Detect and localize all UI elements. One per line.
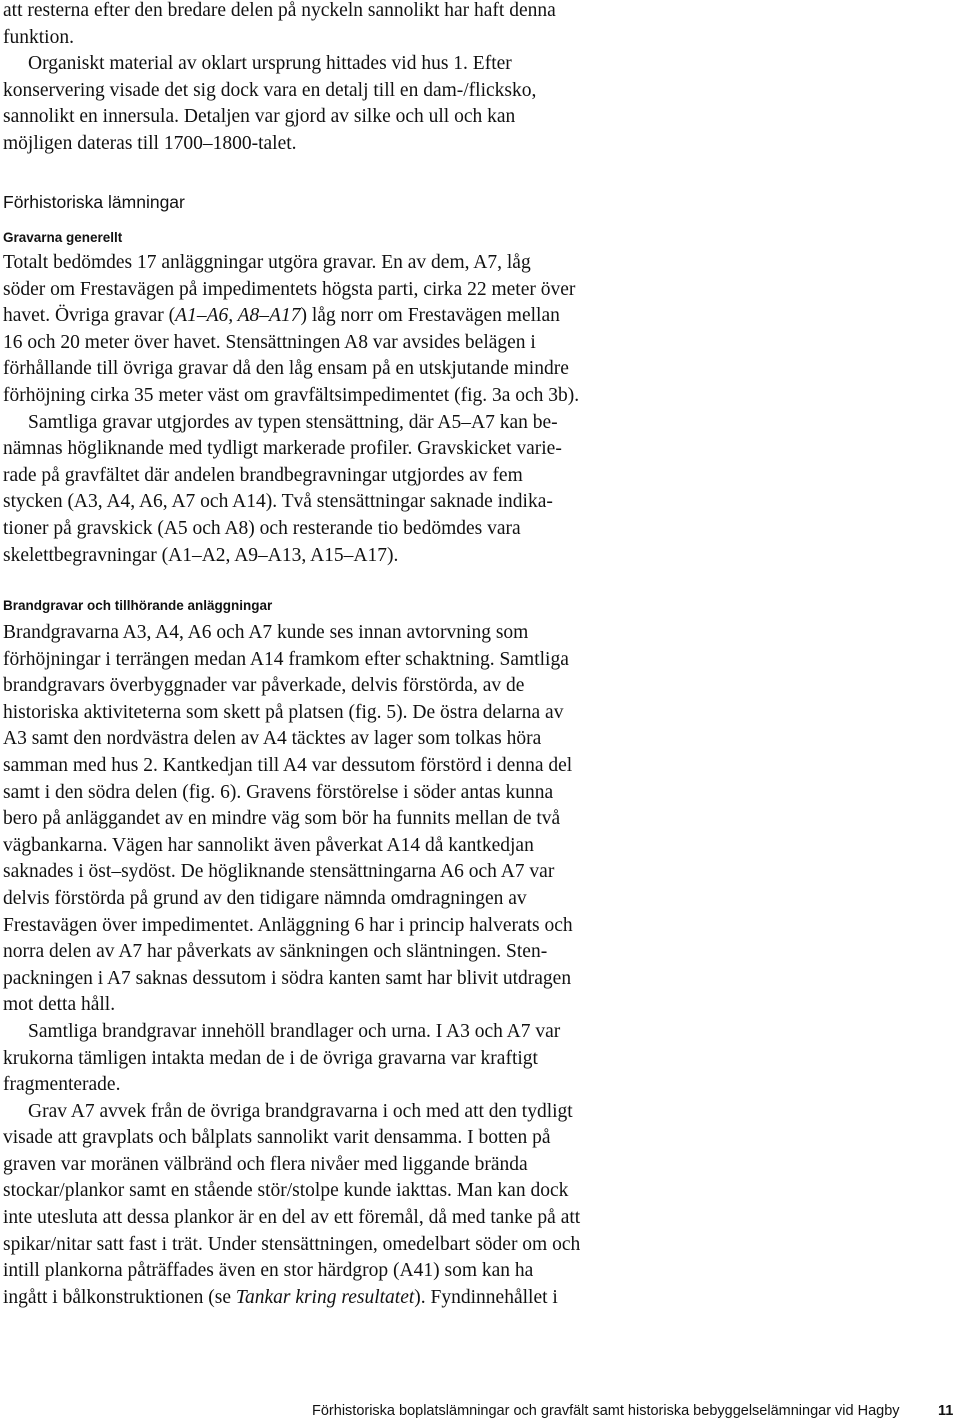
italic-span: A1–A6, A8–A17 <box>175 305 301 327</box>
text-line: rade på gravfältet där andelen brandbegravningar utgjordes av fem <box>3 464 523 486</box>
text-line: Frestavägen över impedimentet. Anläggning 6 har i princip halverats och <box>3 914 573 936</box>
italic-span: Tankar kring resultatet <box>235 1286 415 1308</box>
intro-paragraph <box>3 0 668 158</box>
text-line: stockar/plankor samt en stående stör/stolpe kunde iakttas. Man kan dock <box>3 1180 569 1202</box>
section-title: Förhistoriska lämningar <box>3 192 185 212</box>
text-line: förhöjning cirka 35 meter väst om gravfältsimpedimentet (fig. 3a och 3b). <box>3 384 580 406</box>
text-line: samt i den södra delen (fig. 6). Gravens förstörelse i söder antas kunna <box>3 781 554 803</box>
text-line: Brandgravarna A3, A4, A6 och A7 kunde ses innan avtorvning som <box>3 622 529 643</box>
text-line: historiska aktiviteterna som skett på platsen (fig. 5). De östra delarna av <box>3 701 564 723</box>
text-line: möjligen dateras till 1700–1800-talet. <box>3 132 297 154</box>
text-line: 16 och 20 meter över havet. Stensättningen A8 var avsides belägen i <box>3 331 536 353</box>
text-span: ingått i bålkonstruktionen (se <box>3 1286 236 1308</box>
subsection-title: Brandgravar och tillhörande anläggningar <box>3 598 273 613</box>
text-line: vägbankarna. Vägen har sannolikt även påverkat A14 då kantkedjan <box>3 834 534 856</box>
text-line: spikar/nitar satt fast i trät. Under stensättningen, omedelbart söder om och <box>3 1233 581 1255</box>
text-line: skelettbegravningar (A1–A2, A9–A13, A15–A17). <box>3 544 399 566</box>
text-span: havet. Övriga gravar ( <box>3 305 176 327</box>
text-line <box>3 1285 668 1312</box>
text-line: A3 samt den nordvästra delen av A4 täcktes av lager som tolkas höra <box>3 728 542 750</box>
text-line: norra delen av A7 har påverkats av sänkningen och släntningen. Sten- <box>3 941 548 963</box>
text-line: bero på anläggandet av en mindre väg som bör ha funnits mellan de två <box>3 808 561 830</box>
text-line: tioner på gravskick (A5 och A8) och resterande tio bedömdes vara <box>3 517 521 539</box>
text-span: ). Fyndinnehållet i <box>414 1286 558 1308</box>
text-line: mot detta håll. <box>3 994 116 1016</box>
text-line: Samtliga gravar utgjordes av typen stensättning, där A5–A7 kan be- <box>28 411 558 433</box>
text-line: söder om Frestavägen på impedimentets högsta parti, cirka 22 meter över <box>3 278 576 300</box>
text-line: krukorna tämligen intakta medan de i de övriga gravarna var kraftigt <box>3 1047 538 1069</box>
text-line: stycken (A3, A4, A6, A7 och A14). Två stensättningar saknade indika- <box>3 491 553 513</box>
running-footer: Förhistoriska boplatslämningar och gravfält samt historiska bebyggelselämningar vid Hagby <box>312 1403 900 1419</box>
text-line: att resterna efter den bredare delen på nyckeln sannolikt har haft denna <box>3 0 556 21</box>
text-line: Totalt bedömdes 17 anläggningar utgöra gravar. En av dem, A7, låg <box>3 252 531 273</box>
text-line: förhöjningar i terrängen medan A14 framkom efter schaktning. Samtliga <box>3 648 569 670</box>
text-line: förhållande till övriga gravar då den låg ensam på en utskjutande mindre <box>3 358 569 380</box>
text-line: visade att gravplats och bålplats sannolikt varit densamma. I botten på <box>3 1127 551 1149</box>
text-line: sannolikt en innersula. Detaljen var gjord av silke och ull och kan <box>3 106 516 128</box>
text-line: saknades i öst–sydöst. De högliknande stensättningarna A6 och A7 var <box>3 861 555 883</box>
text-line: fragmenterade. <box>3 1074 121 1096</box>
text-line: intill plankorna påträffades även en stor härdgrop (A41) som kan ha <box>3 1260 534 1282</box>
text-line: Grav A7 avvek från de övriga brandgravarna i och med att den tydligt <box>28 1100 573 1122</box>
text-line: Samtliga brandgravar innehöll brandlager och urna. I A3 och A7 var <box>28 1020 561 1042</box>
text-line: konservering visade det sig dock vara en detalj till en dam-/flicksko, <box>3 79 537 101</box>
text-line: packningen i A7 saknas dessutom i södra kanten samt har blivit utdragen <box>3 967 572 989</box>
text-line: brandgravars överbyggnader var påverkade, delvis förstörda, av de <box>3 675 525 697</box>
text-line <box>3 303 668 330</box>
subsection-title: Gravarna generellt <box>3 230 123 245</box>
text-line: inte utesluta att dessa plankor är en del av ett föremål, då med tanke på att <box>3 1207 581 1229</box>
graves-paragraph <box>3 250 668 569</box>
text-line: funktion. <box>3 26 74 48</box>
cremation-paragraph <box>3 620 668 1311</box>
text-line: delvis förstörda på grund av den tidigare nämnda omdragningen av <box>3 887 527 909</box>
text-line: samman med hus 2. Kantkedjan till A4 var dessutom förstörd i denna del <box>3 754 573 776</box>
page-number: 11 <box>938 1403 954 1419</box>
text-line: Organiskt material av oklart ursprung hittades vid hus 1. Efter <box>28 53 512 75</box>
text-line: nämnas högliknande med tydligt markerade profiler. Gravskicket varie- <box>3 438 562 460</box>
text-span: ) låg norr om Frestavägen mellan <box>300 305 560 327</box>
text-line: graven var moränen välbränd och flera nivåer med liggande brända <box>3 1153 528 1175</box>
